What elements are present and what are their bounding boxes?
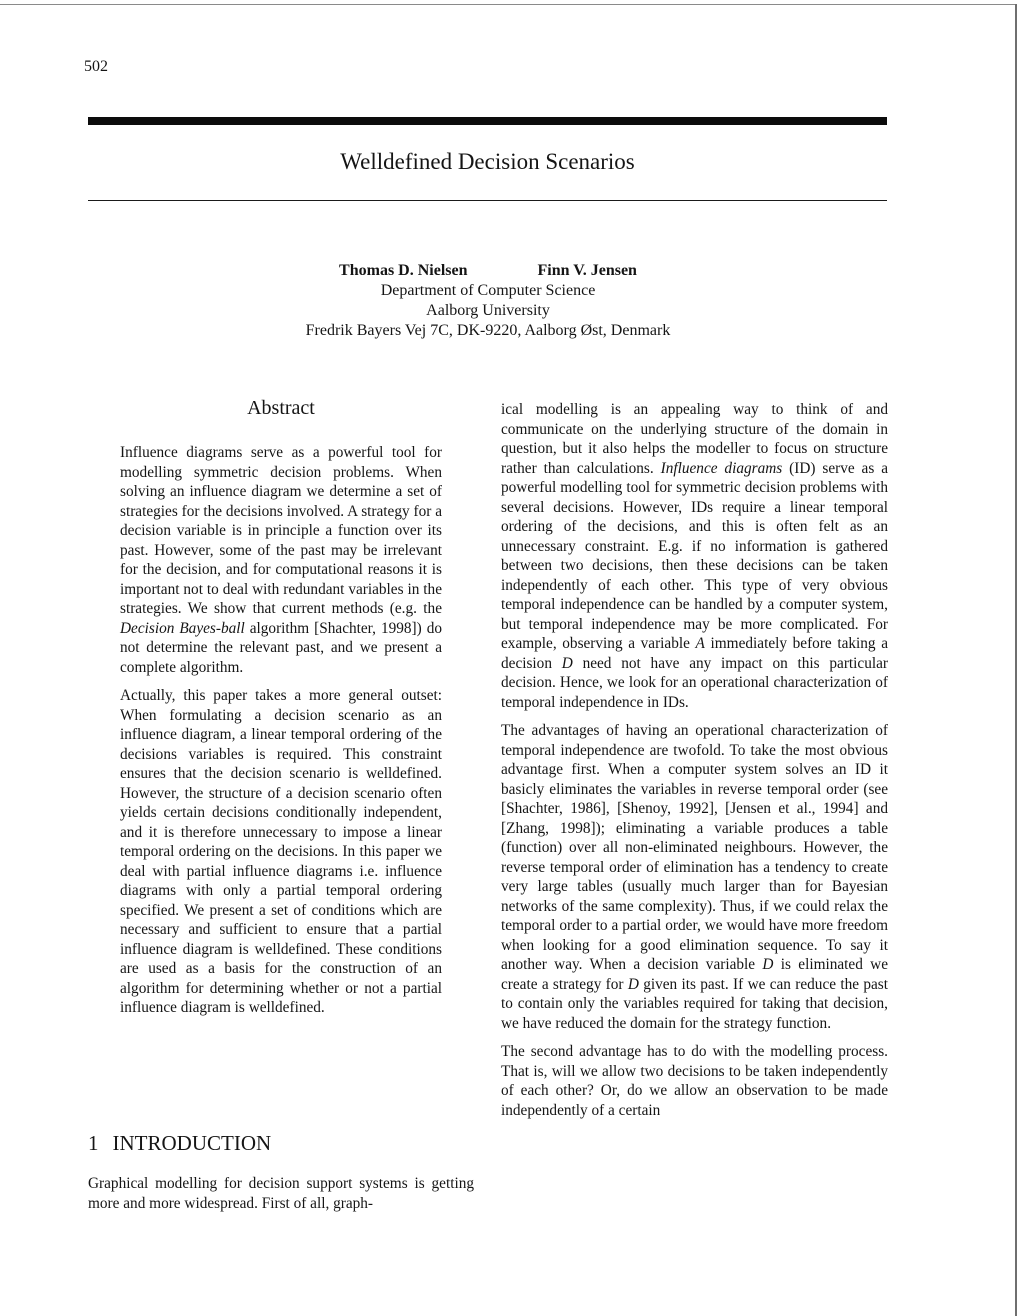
title-top-rule xyxy=(88,117,887,125)
section-number: 1 xyxy=(88,1131,99,1155)
page-number: 502 xyxy=(84,58,108,75)
title-bottom-rule xyxy=(88,200,887,201)
abstract-body xyxy=(120,443,442,1027)
abstract-paragraph-1: Influence diagrams serve as a powerful tool for modelling symmetric decision problems. When solving an influence diagram we determine a set of strategies for the decisions involved. A strategy for a decision variable is in principle a function over its past. However, some of the past may be irrelevant for the decision, and for computational reasons it is important not to deal with redundant variables in the strategies. We show that current methods (e.g. the Decision Bayes-ball algorithm [Shachter, 1998]) do not determine the relevant past, and we present a complete algorithm. xyxy=(120,444,442,676)
introduction-body xyxy=(88,1174,474,1222)
section-heading-introduction xyxy=(88,1131,271,1156)
right-paragraph-2: The advantages of having an operational characterization of temporal independence are twofold. To take the most obvious advantage first. When a computer system solves an ID it basicly eliminates the variables in reverse temporal order (see [Shachter, 1986], [Shenoy, 1992], [Jensen et al., 1994] and [Zhang, 1998]); eliminating a variable produces a table (function) over all non-eliminated neighbours. However, the reverse temporal order of elimination has a tendency to create very large tables (usually much larger than for Bayesian networks of the same complexity). Thus, if we could relax the temporal order to a partial order, we would have more freedom when looking for a good elimination sequence. To say it another way. When a decision variable D is eliminated we create a strategy for D given its past. If we can reduce the past to contain only the variables required for taking that decision, we have reduced the domain for the strategy function. xyxy=(501,722,888,1032)
paper-title: Welldefined Decision Scenarios xyxy=(340,149,635,174)
author-1: Thomas D. Nielsen xyxy=(339,262,468,279)
right-paragraph-1: ical modelling is an appealing way to think of and communicate on the underlying structure of the domain in question, but it also helps the modeller to focus on structure rather than calculations. Influence diagrams (ID) serve as a powerful modelling tool for symmetric decision problems with several decisions. However, IDs require a linear temporal ordering of the decisions, and this is often felt as an unnecessary constraint. E.g. if no information is gathered between two decisions, then these decisions can be taken independently of each other. This type of very obvious temporal independence can be handled by a computer system, but temporal independence may be more complicated. For example, observing a variable A immediately before taking a decision D need not have any impact on this particular decision. Hence, we look for an operational characterization of temporal independence in IDs. xyxy=(501,401,889,711)
section-title: INTRODUCTION xyxy=(112,1131,272,1155)
scan-top-edge xyxy=(0,4,1016,5)
department: Department of Computer Science xyxy=(380,282,596,299)
abstract-paragraph-2: Actually, this paper takes a more general outset: When formulating a decision scenario as an influence diagram, a linear temporal ordering of the decisions variables is required. This constraint ensures that the decision scenario is welldefined. However, the structure of a decision scenario often yields certain decisions conditionally independent, and it is therefore unnecessary to impose a linear temporal ordering on the decisions. In this paper we deal with partial influence diagrams i.e. influence diagrams with only a partial temporal ordering specified. We present a set of conditions which are necessary and sufficient to ensure that a partial influence diagram is welldefined. These conditions are used as a basis for the construction of an algorithm for determining whether or not a partial influence diagram is welldefined. xyxy=(120,687,442,1016)
variable-d: D xyxy=(561,654,573,672)
decision-bayes-ball-term: Decision Bayes-ball xyxy=(120,619,245,637)
author-2: Finn V. Jensen xyxy=(537,262,637,279)
right-paragraph-3: The second advantage has to do with the modelling process. That is, will we allow two decisions to be taken independently of each other? Or, do we allow an observation to be made independently of a certain xyxy=(501,1043,888,1119)
variable-d: D xyxy=(627,975,639,993)
author-block xyxy=(0,261,976,341)
introduction-paragraph-1: Graphical modelling for decision support systems is getting more and more widespread. First of all, graph- xyxy=(88,1175,474,1212)
university: Aalborg University xyxy=(426,302,550,319)
variable-d: D xyxy=(762,956,774,973)
abstract-heading: Abstract xyxy=(247,397,315,419)
right-column xyxy=(501,400,888,1129)
scan-right-edge xyxy=(1015,4,1017,1316)
variable-a: A xyxy=(695,635,705,652)
author-names xyxy=(0,261,976,281)
address: Fredrik Bayers Vej 7C, DK-9220, Aalborg Øst, Denmark xyxy=(305,322,671,339)
influence-diagrams-term: Influence diagrams xyxy=(660,459,783,477)
